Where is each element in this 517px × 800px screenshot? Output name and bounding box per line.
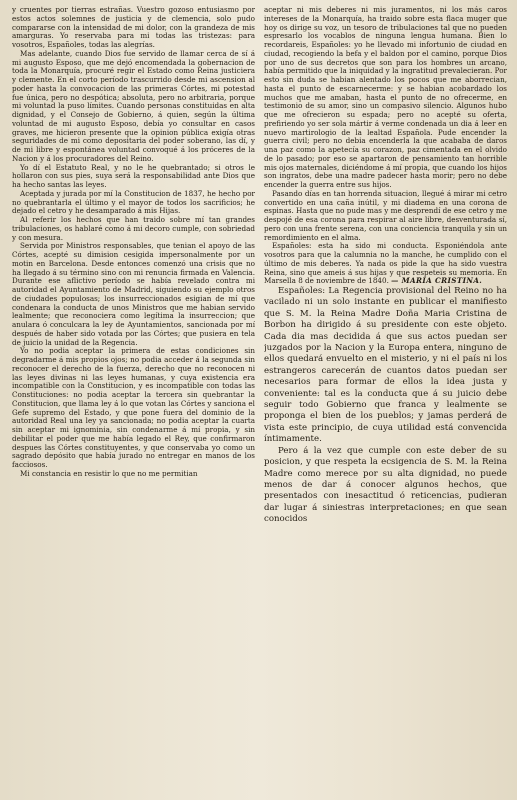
paragraph: Pasando días en tan horrenda situacion, llegué á mirar mi cetro convertido en una caña inútil, y mi diadema en una corona de espinas. Hasta que no pude mas y me desprendí de ese cetro y me despojé de esa corona para respirar al aire libre, desventurada sí, pero con una frente serena, con una conciencia tranquila y sin un remordimiento en el alma.: [264, 188, 507, 242]
paragraph: Mas adelante, cuando Dios fue servido de llamar cerca de sí á mi augusto Esposo, que me dejó encomendada la gobernacion de toda la Monarquía, procuré regir el Estado como Reina justiciera y clemente. En el corto período trascurrido desde mi ascension al poder hasta la convocacion de las primeras Córtes, mi potestad fue única, pero no despótica; absoluta, pero no arbitraria, porque mi voluntad la puso límites. Cuando personas constituidas en alta dignidad, y el Consejo de Gobierno, á quien, según la última voluntad de mi augusto Esposo, debía yo consultar en casos graves, me hicieron presente que la opinion pública exigía otras seguridades de mi como depositaria del poder soberano, las dí, y de mi libre y espontánea voluntad convoqué á los próceres de la Nacion y á los procuradores del Reino.: [12, 48, 255, 163]
paragraph: [264, 242, 507, 286]
right-column: [264, 6, 507, 526]
paragraph-regencia: Españoles: La Regencia provisional del Reino no ha vacilado ni un solo instante en publicar el manifiesto que S. M. la Reina Madre Doña Maria Cristina de Borbon ha dirigido á su presidente con este objeto. Cada dia mas decidida á que sus actos puedan ser juzgados por la Nacion y la Europa entera, ninguno de ellos quedará envuelto en el misterio, y ni el país ni los estrangeros carecerán de cuantos datos puedan ser necesarios para formar de ellos la idea justa y conveniente: tal es la conducta que á su juicio debe seguir todo Gobierno que franca y lealmente se proponga el bien de los pueblos; y jamas perderá de vista este principio, de cuya utilidad está convencida íntimamente.: [264, 286, 507, 445]
paragraph: Yo no podia aceptar la primera de estas condiciones sin degradarme á mis propios ojos; no podia acceder á la segunda sin reconocer el derecho de la fuerza, derecho que no reconocen ni las leyes divinas ni las leyes humanas, y cuya existencia era incompatible con la Constitucion, y es incompatible con todas las Constituciones: no podia aceptar la tercera sin quebrantar la Constitucion, que llama ley á lo que votan las Córtes y sanciona el Gefe supremo del Estado, y que pone fuera del dominio de la autoridad Real una ley ya sancionada; no podia aceptar la cuarta sin aceptar mi ignominia, sin condenarme á mí propia, y sin debilitar el poder que me había legado el Rey, que confirmaron despues las Córtes constituyentes, y que conservaba yo como un sagrado depósito que había jurado no entregar en manos de los facciosos.: [12, 346, 255, 469]
paragraph-text: Españoles: esta ha sido mi conducta. Esponiéndola ante vosotros para que la calumnia no la manche, he cumplido con el último de mis deberes. Ya nada os pide la que ha sido vuestra Reina, sino que ameis á sus hijas y que respeteis su memoria. En Marsella 8 de noviembre de 1840.: [264, 241, 507, 286]
paragraph: Aceptada y jurada por mí la Constitucion de 1837, he hecho por no quebrantarla el último y el mayor de todos los sacrificios; he dejado el cetro y he desamparado á mis Hijas.: [12, 188, 255, 216]
left-column: [12, 6, 255, 526]
signature: — MARIA CRISTINA.: [391, 276, 483, 286]
paragraph: y cruentes por tierras estrañas. Vuestro gozoso entusiasmo por estos actos solemnes de justicia y de clemencia, solo pudo compararse con la intensidad de mi dolor, con la grandeza de mis amarguras. Yo reservaba para mi todas las tristezas: para vosotros, Españoles, todas las alegrías.: [12, 6, 255, 49]
paragraph: Servida por Ministros responsables, que tenian el apoyo de las Córtes, acepté su dimision cesigida impersonalmente por un motin en Barcelona. Desde entonces comenzó una crisis que no ha llegado á su término sino con mi renuncia firmada en Valencia. Durante ese aflictivo período se había revelado contra mi autoridad el Ayuntamiento de Madrid, siguiendo su ejemplo otros de ciudades populosas; los insurreccionados esigian de mí que condenara la conducta de unos Ministros que me habian servido lealmente; que reconociera como legítima la insurreccion; que anulara ó conculcara la ley de Ayuntamientos, sancionada por mí después de haber sido votada por las Córtes; que pusiera en tela de juicio la unidad de la Regencia.: [12, 241, 255, 347]
paragraph: Yo dí el Estatuto Real, y no le he quebrantado; si otros le hollaron con sus pies, suya será la responsabilidad ante Dios que ha hecho santas las leyes.: [12, 162, 255, 189]
paragraph: aceptar ni mis deberes ni mis juramentos, ni los más caros intereses de la Monarquía, ha traido sobre esta flaca muger que hoy os dirige su voz, un tesoro de tribulaciones tal que no pueden espresarlo los vocablos de ninguna lengua humana. Bien lo recordareis, Españoles: yo he llevado mi infortunio de ciudad en ciudad, recogiendo la befa y el baldon por el camino, porque Dios por uno de sus decretos que son para los hombres un arcano, había permitido que la iniquidad y la ingratitud prevalecieran. Por esto sin duda se habian alentado los pocos que me aborrecian, hasta el punto de escarnecerme: y se habian acobardado los muchos que me amaban, hasta el punto de no ofrecerme, en testimonio de su amor, sino un compasivo silencio. Algunos hubo que me ofrecieron su espada; pero no acepté su oferta, prefiriendo yo ser sola mártir á verme condenada un dia á leer en nuevo martirologio de la lealtad Española. Pude encender la guerra civil; pero no debia encenderla la que acababa de daros una paz como la apetecía su corazon, paz cimentada en el olvido de lo pasado; por eso se apartaron de pensamiento tan horrible mis ojos maternales, diciéndome á mí propia, que cuando los hijos son ingratos, debe una madre padecer hasta morir; pero no debe encender la guerra entre sus hijos.: [264, 6, 507, 189]
paragraph: Mi constancia en resistir lo que no me permitian: [20, 468, 198, 478]
two-column-text: [12, 6, 507, 526]
paragraph-regencia: Pero á la vez que cumple con este deber de su posicion, y que respeta la ecsigencia de S. M. la Reina Madre como merece por su alta dignidad, no puede menos de dar á conocer algunos hechos, que presentados con inesactitud ó reticencias, pudieran dar lugar á siniestras interpretaciones; en que sean conocidos: [264, 445, 507, 525]
paragraph: Al referir los hechos que han traido sobre mí tan grandes tribulaciones, os hablaré como á mi decoro cumple, con sobriedad y con mesura.: [12, 215, 255, 242]
